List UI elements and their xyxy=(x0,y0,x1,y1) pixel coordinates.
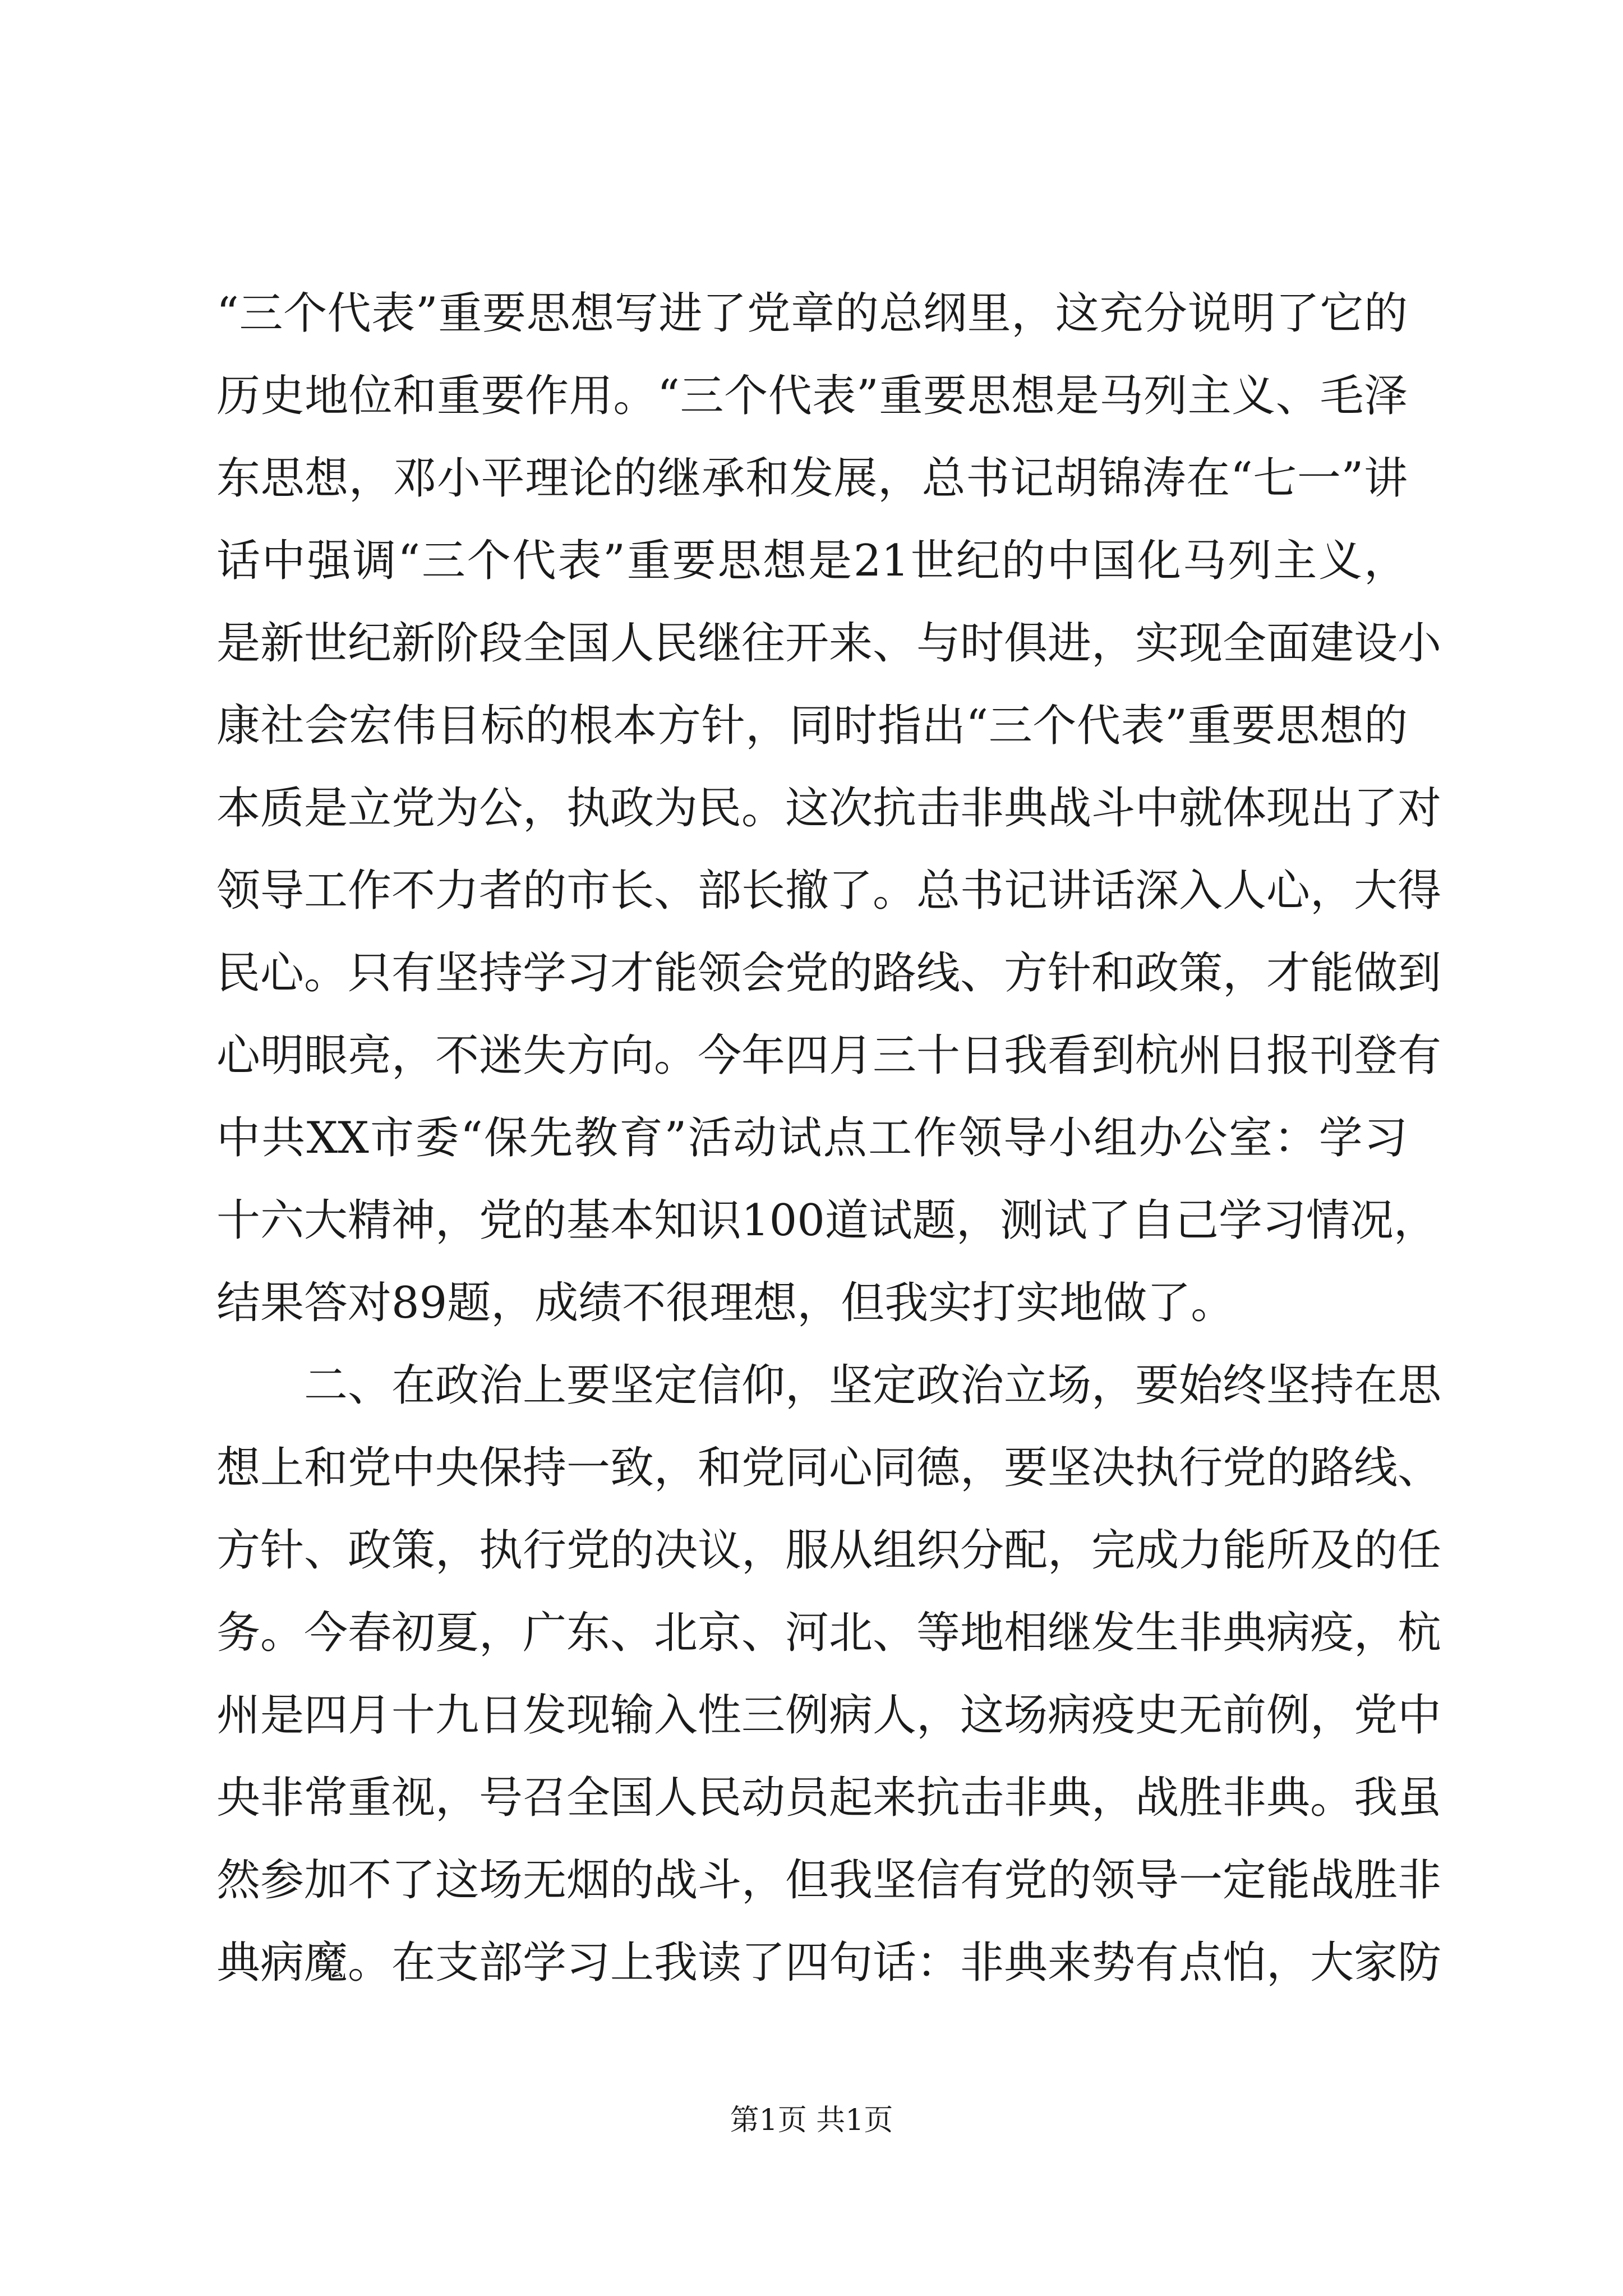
text-line: 心明眼亮，不迷失方向。今年四月三十日我看到杭州日报刊登有 xyxy=(216,1030,1442,1081)
paragraph xyxy=(216,273,1442,1345)
text-line: “三个代表”重要思想写进了党章的总纲里，这充分说明了它的 xyxy=(216,288,1408,339)
text-line: 中共XX市委“保先教育”活动试点工作领导小组办公室：学习 xyxy=(216,1113,1408,1163)
text-line: 民心。只有坚持学习才能领会党的路线、方针和政策，才能做到 xyxy=(216,948,1442,999)
text-line: 十六大精神，党的基本知识100道试题，测试了自己学习情况， xyxy=(216,1195,1437,1246)
text-line: 领导工作不力者的市长、部长撤了。总书记讲话深入人心，大得 xyxy=(216,866,1442,916)
text-line: 历史地位和重要作用。“三个代表”重要思想是马列主义、毛泽 xyxy=(216,371,1408,421)
text-line: 结果答对89题，成绩不很理想，但我实打实地做了。 xyxy=(216,1278,1235,1328)
page-number-label: 第1页 共1页 xyxy=(730,2104,893,2137)
text-line: 典病魔。在支部学习上我读了四句话：非典来势有点怕，大家防 xyxy=(216,1938,1442,1988)
text-line: 是新世纪新阶段全国人民继往开来、与时俱进，实现全面建设小 xyxy=(216,618,1442,669)
text-line: 务。今春初夏，广东、北京、河北、等地相继发生非典病疫，杭 xyxy=(216,1608,1442,1658)
page-footer xyxy=(0,2101,1623,2140)
document-body xyxy=(216,273,1442,2004)
text-line: 二、在政治上要坚定信仰，坚定政治立场，要始终坚持在思 xyxy=(304,1360,1442,1411)
paragraph xyxy=(216,1345,1442,2004)
text-line: 州是四月十九日发现输入性三例病人，这场病疫史无前例，党中 xyxy=(216,1690,1442,1741)
text-line: 想上和党中央保持一致，和党同心同德，要坚决执行党的路线、 xyxy=(216,1443,1442,1493)
text-line: 本质是立党为公，执政为民。这次抗击非典战斗中就体现出了对 xyxy=(216,783,1442,834)
text-line: 方针、政策，执行党的决议，服从组织分配，完成力能所及的任 xyxy=(216,1525,1442,1576)
text-line: 话中强调“三个代表”重要思想是21世纪的中国化马列主义， xyxy=(216,536,1408,586)
text-line: 央非常重视，号召全国人民动员起来抗击非典，战胜非典。我虽 xyxy=(216,1773,1442,1823)
text-line: 然参加不了这场无烟的战斗，但我坚信有党的领导一定能战胜非 xyxy=(216,1855,1442,1906)
text-line: 康社会宏伟目标的根本方针，同时指出“三个代表”重要思想的 xyxy=(216,701,1408,751)
text-line: 东思想，邓小平理论的继承和发展，总书记胡锦涛在“七一”讲 xyxy=(216,453,1408,504)
